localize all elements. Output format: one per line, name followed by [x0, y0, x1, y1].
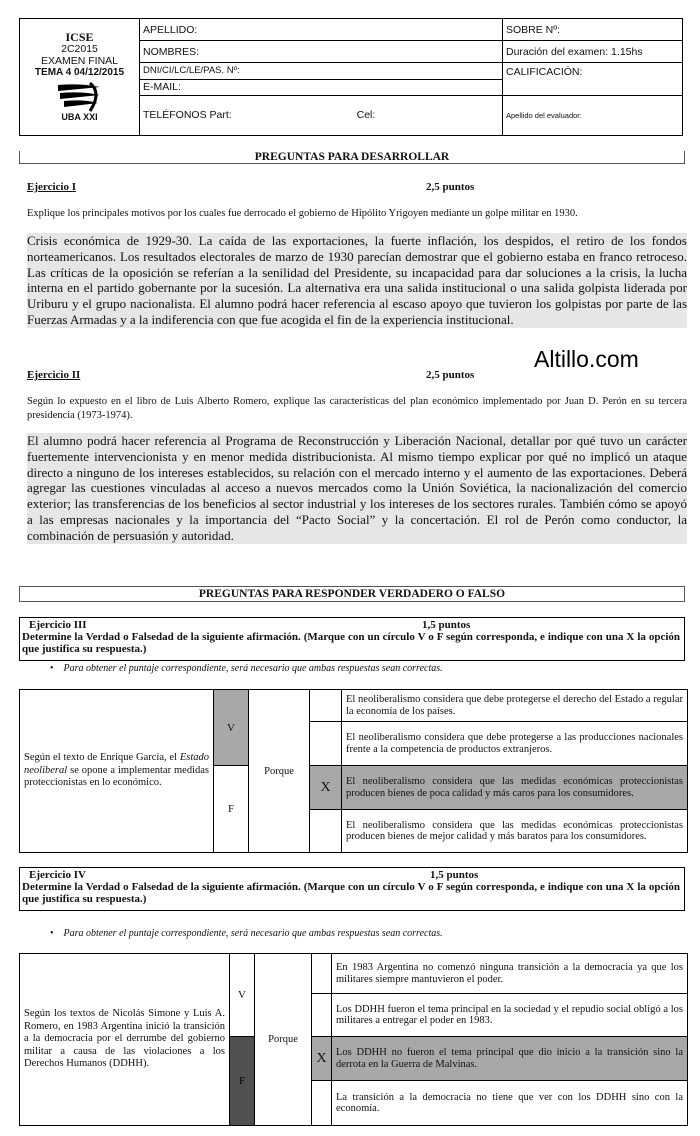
ej3-v-option[interactable]: V [214, 690, 249, 766]
ej3-mark-1[interactable] [310, 690, 342, 722]
telefonos-row [140, 95, 503, 135]
ej3-porque: Porque [249, 690, 310, 853]
ej3-statement-a: Según el texto de Enrique García, el [24, 752, 180, 764]
ej3-note-row [50, 663, 443, 674]
ej4-mark-4[interactable] [312, 1081, 332, 1126]
ej3-statement-em: Estado neoliberal [24, 752, 209, 776]
ej4-title: Ejercicio IV [29, 869, 86, 881]
email-field[interactable]: E-MAIL: [140, 79, 503, 95]
ej3-header-box [19, 617, 685, 661]
ej2-answer: El alumno podrá hacer referencia al Programa de Reconstrucción y Liberación Nacional, detallar por qué tuvo un carácter fuertemente intervencionista y en menor medida distribucionista. Al mismo tiempo explicar por qué no implicó un ataque directo a ninguno de los intereses establecidos, su relación con el mercado interno y el aumento de las exportaciones. Deberá agregar las cuestiones vinculadas al acceso a nuevos mercados como la Unión Soviética, la nacionalización del comercio exterior; las transferencias de los beneficios al sector industrial y los intereses de los sectores rurales. También cómo se apoyó a las empresas nacionales y la importancia del “Pacto Social” y la concertación. El rol de Perón como conductor, la combinación de persuasión y autoridad. [27, 433, 687, 543]
ej4-mark-1[interactable] [312, 954, 332, 994]
ej4-instruction: Determine la Verdad o Falsedad de la siguiente afirmación. (Marque con un círculo V o F según corresponda, e indique con una X la opción que justifica su respuesta.) [22, 881, 680, 905]
ej4-v-option[interactable]: V [230, 954, 255, 1037]
uba-logo-icon [50, 81, 110, 113]
ej4-header-box [19, 867, 685, 911]
ej4-statement: Según los textos de Nicolás Simone y Luis A. Romero, en 1983 Argentina inició la transición a la democracia por el derrumbe del gobierno militar a causa de las violaciones a los Derechos Humanos (DDHH). [20, 954, 230, 1126]
ej3-title: Ejercicio III [29, 619, 87, 631]
ej3-mark-3[interactable]: X [310, 766, 342, 810]
evaluador-field[interactable]: Apellido del evaluador: [503, 95, 683, 135]
calificacion-field[interactable]: CALIFICACIÓN: [503, 63, 683, 95]
ej3-option-2: El neoliberalismo considera que debe protegerse a las producciones nacionales frente a la competencia de productos extranjeros. [342, 722, 688, 766]
logo-text: UBA XXI [61, 112, 98, 122]
ej4-option-3: Los DDHH no fueron el tema principal que dio inicio a la transición sino la derrota en la Guerra de Malvinas. [332, 1036, 688, 1081]
ej4-porque: Porque [255, 954, 312, 1126]
institution: ICSE [65, 30, 94, 44]
ej4-points: 1,5 puntos [430, 869, 479, 881]
ej3-mark-4[interactable] [310, 810, 342, 853]
ej1-question: Explique los principales motivos por los cuales fue derrocado el gobierno de Hipólito Yrigoyen mediante un golpe militar en 1930. [27, 208, 578, 219]
section-title-vf: PREGUNTAS PARA RESPONDER VERDADERO O FALSO [19, 586, 685, 602]
bullet-icon: • [50, 663, 54, 674]
ej4-mark-3[interactable]: X [312, 1036, 332, 1081]
ej1-title: Ejercicio I [27, 181, 76, 193]
tema: TEMA 4 04/12/2015 [34, 67, 125, 78]
exam-type: EXAMEN FINAL [40, 55, 119, 67]
ej3-option-3: El neoliberalismo considera que las medidas económicas proteccionistas producen bienes de poca calidad y más caros para los consumidores. [342, 766, 688, 810]
ej4-note: Para obtener el puntaje correspondiente, será necesario que ambas respuestas sean correctas. [63, 928, 443, 939]
duracion-label: Duración del examen: 1.15hs [503, 41, 683, 63]
section-title-desarrollar: PREGUNTAS PARA DESARROLLAR [19, 151, 685, 164]
ej3-f-option[interactable]: F [214, 766, 249, 853]
ej4-option-2: Los DDHH fueron el tema principal en la sociedad y el repudio social obligó a los militares a entregar el poder en 1983. [332, 994, 688, 1036]
ej3-statement [20, 690, 214, 853]
watermark: Altillo.com [534, 346, 639, 372]
ej2-points: 2,5 puntos [426, 369, 475, 381]
ej2-question: Según lo expuesto en el libro de Luis Alberto Romero, explique las características del plan económico implementado por Juan D. Perón en su tercera presidencia (1973-1974). [27, 396, 687, 421]
cel-field[interactable]: Cel: [356, 109, 376, 122]
ej4-vf-table [19, 953, 688, 1126]
apellido-field[interactable]: APELLIDO: [140, 19, 503, 41]
ej4-option-1: En 1983 Argentina no comenzó ninguna transición a la democracia ya que los militares siempre mantuvieron el poder. [332, 954, 688, 994]
ej4-option-4: La transición a la democracia no tiene que ver con los DDHH sino con la economía. [332, 1081, 688, 1126]
ej3-statement-b: se opone a implementar medidas proteccionistas en lo económico. [24, 764, 209, 789]
telefonos-field[interactable]: TELÉFONOS Part: [143, 109, 232, 122]
ej3-option-1: El neoliberalismo considera que debe protegerse el derecho del Estado a regular la economía de los países. [342, 690, 688, 722]
ej3-option-4: El neoliberalismo considera que las medidas económicas proteccionistas producen bienes de mejor calidad y más baratos para los consumidores. [342, 810, 688, 853]
ej4-mark-2[interactable] [312, 994, 332, 1036]
ej3-vf-table [19, 689, 688, 853]
ej2-title: Ejercicio II [27, 369, 81, 381]
dni-field[interactable]: DNI/CI/LC/LE/PAS. Nº: [140, 63, 503, 79]
ej1-answer: Crisis económica de 1929-30. La caída de las exportaciones, la fuerte inflación, los despidos, el retiro de los fondos norteamericanos. Los resultados electorales de marzo de 1930 parecían demostrar que el gobierno estaba en franco retroceso. Las críticas de la oposición se referían a la senilidad del Presidente, su incapacidad para dar soluciones a la crisis, la lucha interna en el partido gobernante por la sucesión. La alternativa era una salida institucional o una salida golpista liderada por Uriburu y el grupo nacionalista. El alumno podrá hacer referencia al escaso apoyo que tuvieron los golpistas por parte de las Fuerzas Armadas y a la indiferencia con que fue acogida el fin de la experiencia institucional. [27, 233, 687, 327]
bullet-icon: • [50, 928, 54, 939]
ej3-mark-2[interactable] [310, 722, 342, 766]
exam-header [19, 18, 683, 136]
exam-info-cell [20, 19, 140, 136]
ej3-instruction: Determine la Verdad o Falsedad de la siguiente afirmación. (Marque con un círculo V o F según corresponda, e indique con una X la opción que justifica su respuesta.) [22, 631, 680, 655]
term: 2C2015 [61, 43, 98, 55]
ej3-points: 1,5 puntos [422, 619, 471, 631]
nombres-field[interactable]: NOMBRES: [140, 41, 503, 63]
sobre-field[interactable]: SOBRE Nº: [503, 19, 683, 41]
ej1-points: 2,5 puntos [426, 181, 475, 193]
ej3-note: Para obtener el puntaje correspondiente, será necesario que ambas respuestas sean correctas. [63, 663, 443, 674]
ej4-note-row [50, 928, 443, 939]
ej4-f-option[interactable]: F [230, 1036, 255, 1125]
